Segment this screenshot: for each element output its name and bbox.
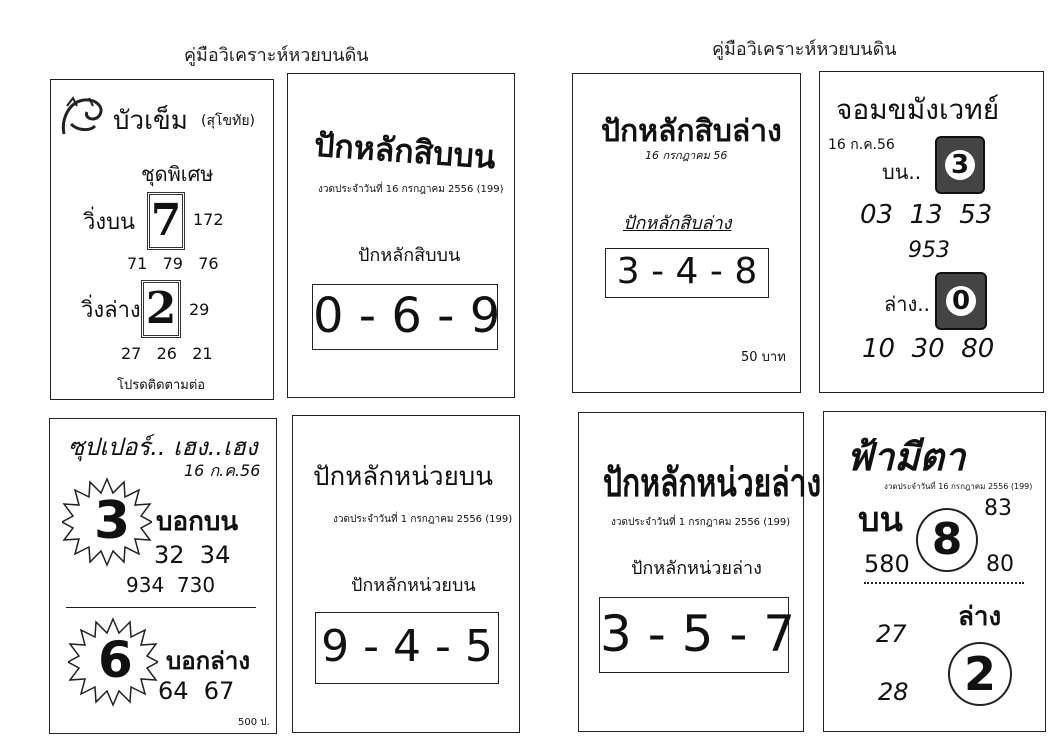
run-top-nums: 71 79 76 <box>127 254 219 273</box>
card-fa <box>823 411 1046 732</box>
run-bottom-digit: 2 <box>141 280 181 338</box>
section-label: ปักหลักหน่วยบน <box>351 575 476 596</box>
run-top-digit: 7 <box>147 192 185 250</box>
top-digit: 3 <box>945 150 975 180</box>
card-title: จอมขมังเวทย์ <box>836 93 1000 126</box>
run-top-label: วิ่งบน <box>83 210 136 235</box>
bottom-label: ล่าง.. <box>884 292 930 316</box>
section-label: ปักหลักสิบล่าง <box>623 213 732 234</box>
number-box: 3 - 4 - 8 <box>605 248 769 298</box>
card-series: ชุดพิเศษ <box>141 162 214 186</box>
number-box: 3 - 5 - 7 <box>599 597 789 673</box>
card-units-top <box>292 415 520 733</box>
number-box: 0 - 6 - 9 <box>312 284 498 350</box>
run-bottom-label: วิ่งล่าง <box>81 298 141 323</box>
section-label: ปักหลักสิบบน <box>358 245 461 266</box>
card-title: ฟ้ามีตา <box>846 434 966 479</box>
card-units-bottom <box>578 412 822 732</box>
card-date: 16 กรกฎาคม 56 <box>645 149 728 162</box>
card-title: ซุปเปอร์.. เฮง..เฮง <box>68 433 258 461</box>
card-tens-top <box>287 73 515 398</box>
bottom-nums: 10 30 80 <box>862 334 995 364</box>
bottom-left-1: 27 <box>876 620 907 648</box>
bottom-nums: 64 67 <box>158 677 235 705</box>
top-right-1: 83 <box>984 496 1012 521</box>
page-header-left: คู่มือวิเคราะห์หวยบนดิน <box>184 45 369 66</box>
draw-date: งวดประจำวันที่ 16 กรกฎาคม 2556 (199) <box>884 482 1033 491</box>
top-digit-circle: 8 <box>916 508 978 572</box>
section-label: ปักหลักหน่วยล่าง <box>631 558 762 579</box>
card-date: 16 ก.ค.56 <box>184 461 261 480</box>
naga-logo-icon <box>59 94 109 140</box>
draw-date: งวดประจำวันที่ 1 กรกฎาคม 2556 (199) <box>333 514 513 525</box>
card-tens-bottom <box>572 73 801 393</box>
card-buakem <box>50 79 274 400</box>
bottom-digit-circle: 2 <box>948 642 1012 706</box>
draw-date: งวดประจำวันที่ 1 กรกฎาคม 2556 (199) <box>611 517 791 528</box>
number-box: 9 - 4 - 5 <box>315 612 499 684</box>
top-right-2: 80 <box>986 552 1014 577</box>
top-nums: 03 13 53 <box>860 200 993 230</box>
page-header-right: คู่มือวิเคราะห์หวยบนดิน <box>712 39 897 60</box>
card-title: ปักหลักหน่วยล่าง <box>603 460 822 507</box>
top-digit-box <box>935 136 985 194</box>
bottom-digit: 6 <box>98 631 133 689</box>
card-title: ปักหลักหน่วยบน <box>313 462 494 492</box>
card-title: ปักหลักสิบบน <box>312 125 497 177</box>
bottom-digit: 0 <box>946 286 976 316</box>
card-footer: 500 ป. <box>238 717 270 728</box>
divider <box>66 607 256 608</box>
top-digit: 3 <box>94 491 131 551</box>
card-subtitle: (สุโขทัย) <box>201 113 255 129</box>
run-bottom-nums: 27 26 21 <box>121 344 213 363</box>
top-label: บอกบน <box>156 507 239 537</box>
price-label: 50 บาท <box>741 350 786 365</box>
card-footer: โปรดติดตามต่อ <box>117 378 206 393</box>
run-top-side: 172 <box>193 210 224 229</box>
card-super <box>49 418 277 734</box>
bottom-label: ล่าง <box>958 602 1002 632</box>
card-title: ปักหลักสิบล่าง <box>601 114 782 149</box>
card-date: 16 ก.ค.56 <box>828 137 895 153</box>
dotted-divider <box>864 582 1024 584</box>
top-label: บน.. <box>882 160 922 184</box>
bottom-left-2: 28 <box>878 678 909 706</box>
top-label: บน <box>858 500 903 540</box>
bottom-label: บอกล่าง <box>166 647 251 675</box>
top-three: 934 730 <box>126 573 216 597</box>
card-title: บัวเข็ม <box>113 106 188 136</box>
card-jom <box>819 71 1044 393</box>
bottom-digit-box <box>935 272 987 330</box>
run-bottom-side: 29 <box>189 300 210 319</box>
top-three: 953 <box>908 238 950 263</box>
draw-date: งวดประจำวันที่ 16 กรกฎาคม 2556 (199) <box>318 184 504 195</box>
top-left: 580 <box>864 550 910 578</box>
top-nums: 32 34 <box>154 541 231 569</box>
